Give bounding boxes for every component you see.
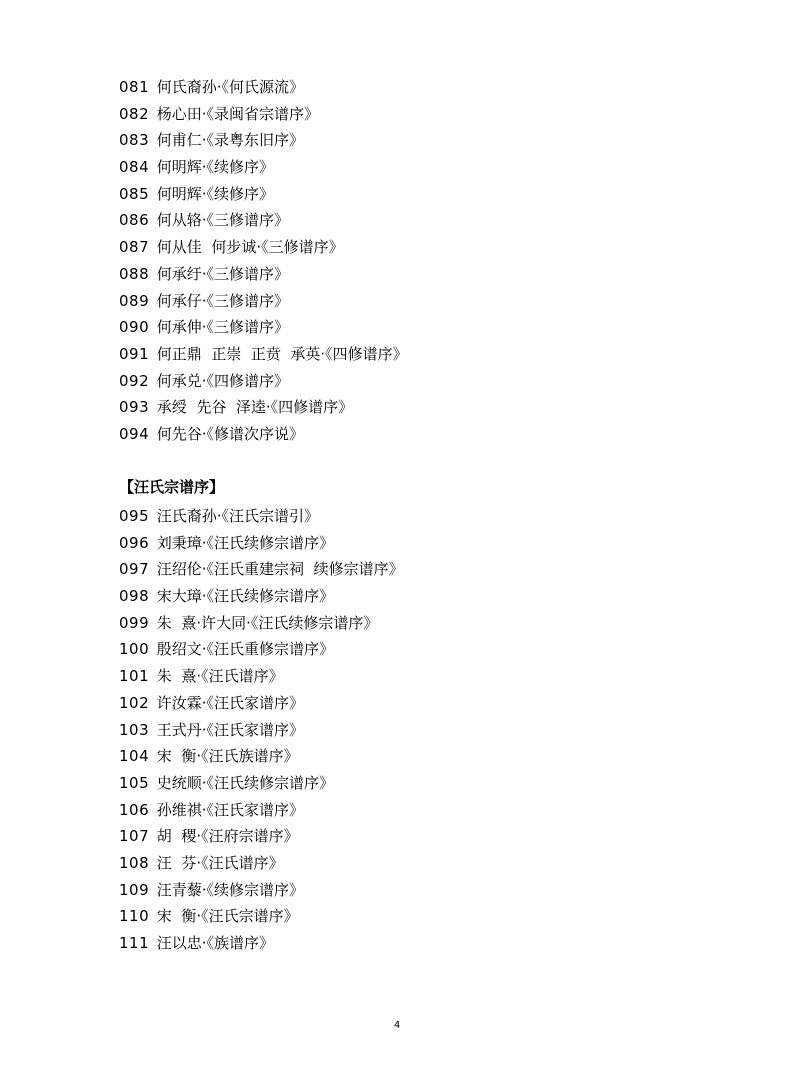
page-number: 4 <box>393 1020 401 1031</box>
entry-text: 汪 芬·《汪氏谱序》 <box>156 853 284 872</box>
entry-number: 099 <box>119 613 150 632</box>
list-item <box>119 556 719 583</box>
entry-number: 096 <box>119 533 150 552</box>
entry-text: 何承仔·《三修谱序》 <box>156 291 290 310</box>
entry-text: 宋大璋·《汪氏续修宗谱序》 <box>156 587 335 606</box>
entry-number: 109 <box>119 880 150 899</box>
list-item <box>119 717 719 744</box>
entry-text: 何从辂·《三修谱序》 <box>156 211 290 230</box>
entry-number: 089 <box>119 291 150 310</box>
list-item <box>119 421 719 448</box>
entry-number: 108 <box>119 853 150 872</box>
entry-number: 093 <box>119 398 150 417</box>
entry-number: 088 <box>119 264 150 283</box>
list-item <box>119 903 719 930</box>
list-item <box>119 261 719 288</box>
list-item <box>119 850 719 877</box>
entry-text: 何先谷·《修谱次序说》 <box>156 424 305 443</box>
list-item <box>119 690 719 717</box>
list-item <box>119 823 719 850</box>
entry-text: 王式丹·《汪氏家谱序》 <box>156 720 305 739</box>
list-item <box>119 368 719 395</box>
entry-list-wang <box>119 503 719 957</box>
entry-text: 朱 熹·许大同·《汪氏续修宗谱序》 <box>156 613 379 632</box>
list-item <box>119 127 719 154</box>
list-item <box>119 341 719 368</box>
entry-text: 何承伸·《三修谱序》 <box>156 318 290 337</box>
list-item <box>119 503 719 530</box>
list-item <box>119 74 719 101</box>
entry-number: 083 <box>119 131 150 150</box>
list-item <box>119 394 719 421</box>
entry-text: 何氏裔孙·《何氏源流》 <box>156 78 305 96</box>
entry-text: 汪以忠·《族谱序》 <box>156 934 275 952</box>
list-item <box>119 181 719 208</box>
entry-number: 100 <box>119 640 150 659</box>
entry-text: 朱 熹·《汪氏谱序》 <box>156 667 284 686</box>
entry-text: 汪氏裔孙·《汪氏宗谱引》 <box>156 507 320 525</box>
list-item <box>119 154 719 181</box>
entry-number: 103 <box>119 720 150 739</box>
entry-number: 095 <box>119 507 150 525</box>
entry-number: 107 <box>119 827 150 846</box>
entry-number: 094 <box>119 424 150 443</box>
list-item <box>119 797 719 824</box>
entry-number: 087 <box>119 238 150 257</box>
entry-number: 084 <box>119 158 150 177</box>
entry-text: 承绶 先谷 泽逵·《四修谱序》 <box>156 398 354 417</box>
entry-number: 082 <box>119 104 150 123</box>
entry-number: 102 <box>119 693 150 712</box>
entry-text: 许汝霖·《汪氏家谱序》 <box>156 693 305 712</box>
entry-text: 宋 衡·《汪氏族谱序》 <box>156 747 299 766</box>
entry-text: 殷绍文·《汪氏重修宗谱序》 <box>156 640 335 659</box>
entry-text: 史统顺·《汪氏续修宗谱序》 <box>156 773 335 792</box>
list-item <box>119 877 719 904</box>
entry-number: 101 <box>119 667 150 686</box>
list-item <box>119 207 719 234</box>
list-item <box>119 530 719 557</box>
entry-text: 汪绍伦·《汪氏重建宗祠 续修宗谱序》 <box>156 560 404 579</box>
entry-list-he <box>119 74 719 448</box>
entry-number: 111 <box>119 934 150 952</box>
entry-text: 何明辉·《续修序》 <box>156 184 275 203</box>
list-item <box>119 234 719 261</box>
section-heading: 【汪氏宗谱序】 <box>119 478 225 496</box>
entry-number: 110 <box>119 907 150 926</box>
entry-text: 孙维祺·《汪氏家谱序》 <box>156 800 305 819</box>
list-item <box>119 288 719 315</box>
entry-text: 何从佳 何步诚·《三修谱序》 <box>156 238 344 257</box>
list-item <box>119 636 719 663</box>
list-item <box>119 663 719 690</box>
list-item <box>119 930 719 957</box>
entry-number: 104 <box>119 747 150 766</box>
entry-text: 刘秉璋·《汪氏续修宗谱序》 <box>156 533 335 552</box>
entry-number: 097 <box>119 560 150 579</box>
list-item <box>119 743 719 770</box>
list-item <box>119 583 719 610</box>
entry-number: 105 <box>119 773 150 792</box>
entry-number: 092 <box>119 371 150 390</box>
entry-text: 何甫仁·《录粤东旧序》 <box>156 131 305 150</box>
entry-number: 090 <box>119 318 150 337</box>
entry-text: 宋 衡·《汪氏宗谱序》 <box>156 907 299 926</box>
entry-text: 何承兑·《四修谱序》 <box>156 371 290 390</box>
list-item <box>119 101 719 128</box>
entry-text: 杨心田·《录闽省宗谱序》 <box>156 104 320 123</box>
entry-number: 098 <box>119 587 150 606</box>
entry-number: 085 <box>119 184 150 203</box>
entry-number: 081 <box>119 78 150 96</box>
entry-number: 106 <box>119 800 150 819</box>
list-item <box>119 610 719 637</box>
entry-number: 091 <box>119 344 150 363</box>
entry-text: 汪青藜·《续修宗谱序》 <box>156 880 305 899</box>
list-item <box>119 770 719 797</box>
entry-text: 何承纡·《三修谱序》 <box>156 264 290 283</box>
list-item <box>119 314 719 341</box>
entry-text: 何正鼎 正崇 正贲 承英·《四修谱序》 <box>156 344 408 363</box>
entry-number: 086 <box>119 211 150 230</box>
entry-text: 胡 稷·《汪府宗谱序》 <box>156 827 299 846</box>
entry-text: 何明辉·《续修序》 <box>156 158 275 177</box>
